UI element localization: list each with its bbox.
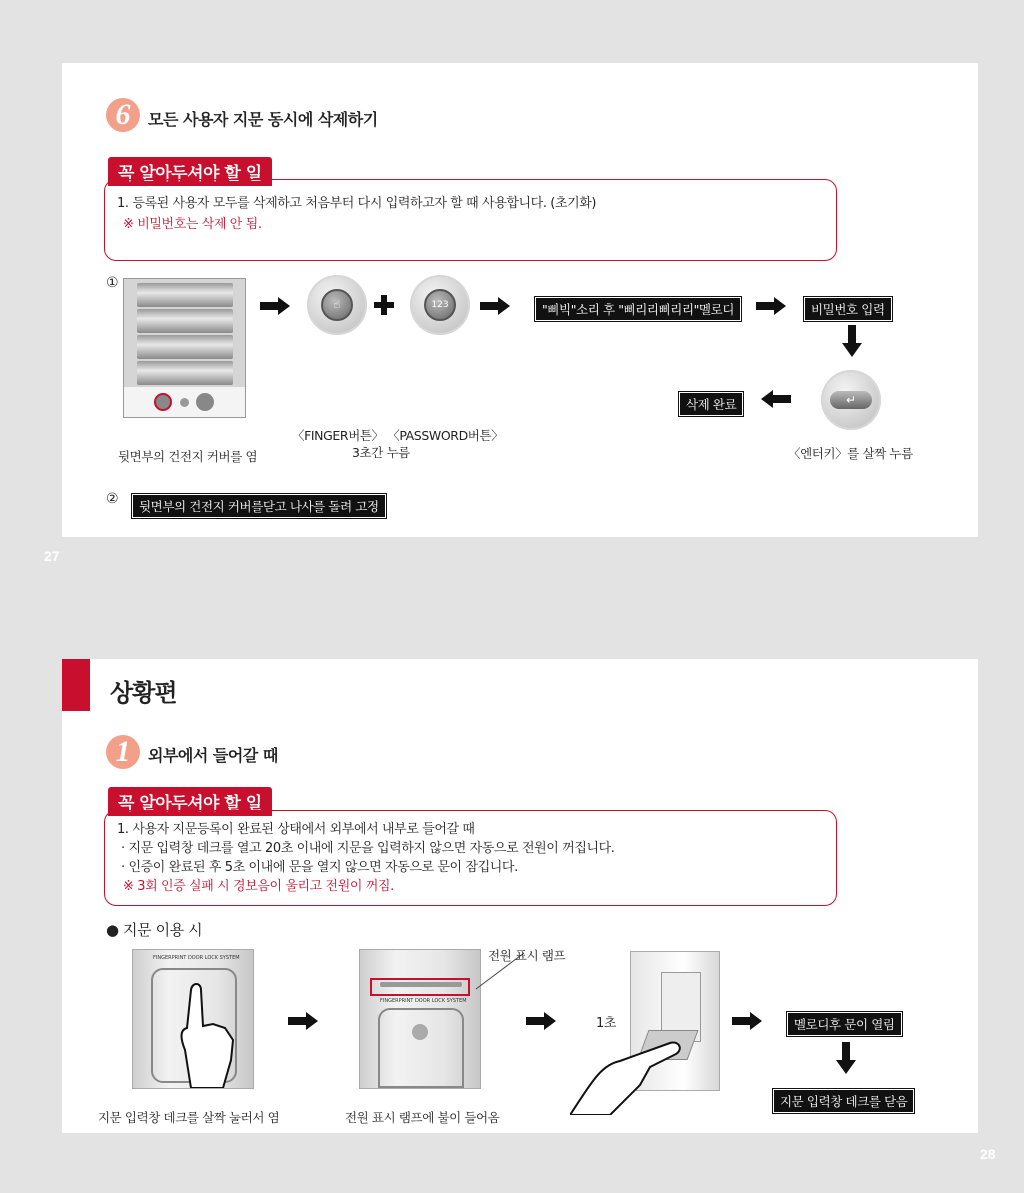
label-password-input: 비밀번호 입력 [804, 297, 892, 321]
step-number-circle: 6 [106, 98, 140, 132]
arrow-right-icon [756, 297, 786, 315]
device-label: FINGERPRINT DOOR LOCK SYSTEM [153, 955, 240, 961]
finger-icon: ☝ [321, 289, 353, 321]
arrow-right-icon [480, 297, 510, 315]
caption-enter-key: 〈엔터키〉를 살짝 누름 [788, 446, 913, 461]
step-title: 모든 사용자 지문 동시에 삭제하기 [148, 110, 378, 129]
must-know-tab: 꼭 알아두셔야 할 일 [108, 157, 272, 186]
label-close-deck: 지문 입력창 데크를 닫음 [773, 1089, 914, 1113]
section-title: 상황편 [110, 679, 177, 707]
power-lamp-image [359, 949, 481, 1089]
arrow-down-icon [836, 1042, 856, 1074]
label-step2-close-cover: 뒷면부의 건전지 커버를닫고 나사를 돌려 고정 [132, 494, 386, 518]
bullet-title: ● 지문 이용 시 [106, 921, 203, 939]
arrow-right-icon [288, 1012, 318, 1030]
fingerprint-deck-image [132, 949, 254, 1089]
step-marker-1: ① [106, 275, 119, 291]
arrow-down-icon [842, 325, 862, 357]
one-second-label: 1초 [596, 1016, 617, 1031]
enter-icon: ↵ [830, 391, 872, 409]
caption-buttons-line2: 3초간 누름 [352, 445, 410, 460]
must-know-line: · 인증이 완료된 후 5초 이내에 문을 열지 않으면 자동으로 문이 잠깁니다. [121, 859, 518, 875]
must-know-line: 1. 사용자 지문등록이 완료된 상태에서 외부에서 내부로 들어갈 때 [117, 822, 475, 837]
must-know-line: · 지문 입력창 데크를 열고 20초 이내에 지문을 입력하지 않으면 자동으로 전원이 꺼집니다. [121, 840, 615, 856]
arrow-right-icon [732, 1012, 762, 1030]
plus-icon [374, 295, 394, 315]
finger-button-image [307, 275, 367, 335]
step-title: 외부에서 들어갈 때 [148, 746, 278, 765]
page-number-left: 27 [44, 548, 60, 564]
must-know-tab: 꼭 알아두셔야 할 일 [108, 787, 272, 816]
must-know-box [104, 810, 837, 906]
arrow-right-icon [260, 297, 290, 315]
password-icon: 123 [424, 289, 456, 321]
step-marker-2: ② [106, 491, 119, 507]
page-panel-top [62, 63, 978, 537]
device-label: FINGERPRINT DOOR LOCK SYSTEM [380, 998, 467, 1004]
password-button-image [410, 275, 470, 335]
arrow-right-icon [526, 1012, 556, 1030]
label-beep-melody: "삐빅"소리 후 "삐리리삐리리"멜로디 [535, 297, 741, 321]
label-delete-complete: 삭제 완료 [679, 392, 743, 416]
must-know-note: ※ 3회 인증 실패 시 경보음이 울리고 전원이 꺼짐. [123, 878, 394, 894]
battery-compartment-image [123, 278, 246, 418]
enter-key-image [821, 370, 881, 430]
hand-icon [173, 980, 243, 1088]
must-know-line: 1. 등록된 사용자 모두를 삭제하고 처음부터 다시 입력하고자 할 때 사용합니다. (초기화) [117, 196, 597, 211]
must-know-note: ※ 비밀번호는 삭제 안 됨. [123, 216, 262, 232]
lamp-label: 전원 표시 램프 [488, 948, 566, 963]
section-marker-bar [62, 659, 90, 711]
page-panel-bottom [62, 659, 978, 1133]
caption-buttons-line1: 〈FINGER버튼〉 〈PASSWORD버튼〉 [292, 428, 504, 443]
arrow-left-icon [761, 390, 791, 408]
label-door-opens: 멜로디후 문이 열림 [787, 1012, 902, 1036]
must-know-box [104, 179, 837, 261]
finger-icon [570, 1025, 690, 1115]
step-number-circle: 1 [106, 735, 140, 769]
page-number-right: 28 [980, 1146, 996, 1162]
caption-open-deck: 지문 입력창 데크를 살짝 눌러서 염 [98, 1110, 280, 1125]
caption-lamp-on: 전원 표시 램프에 불이 들어옴 [345, 1110, 500, 1125]
caption-battery: 뒷면부의 건전지 커버를 염 [118, 449, 258, 464]
